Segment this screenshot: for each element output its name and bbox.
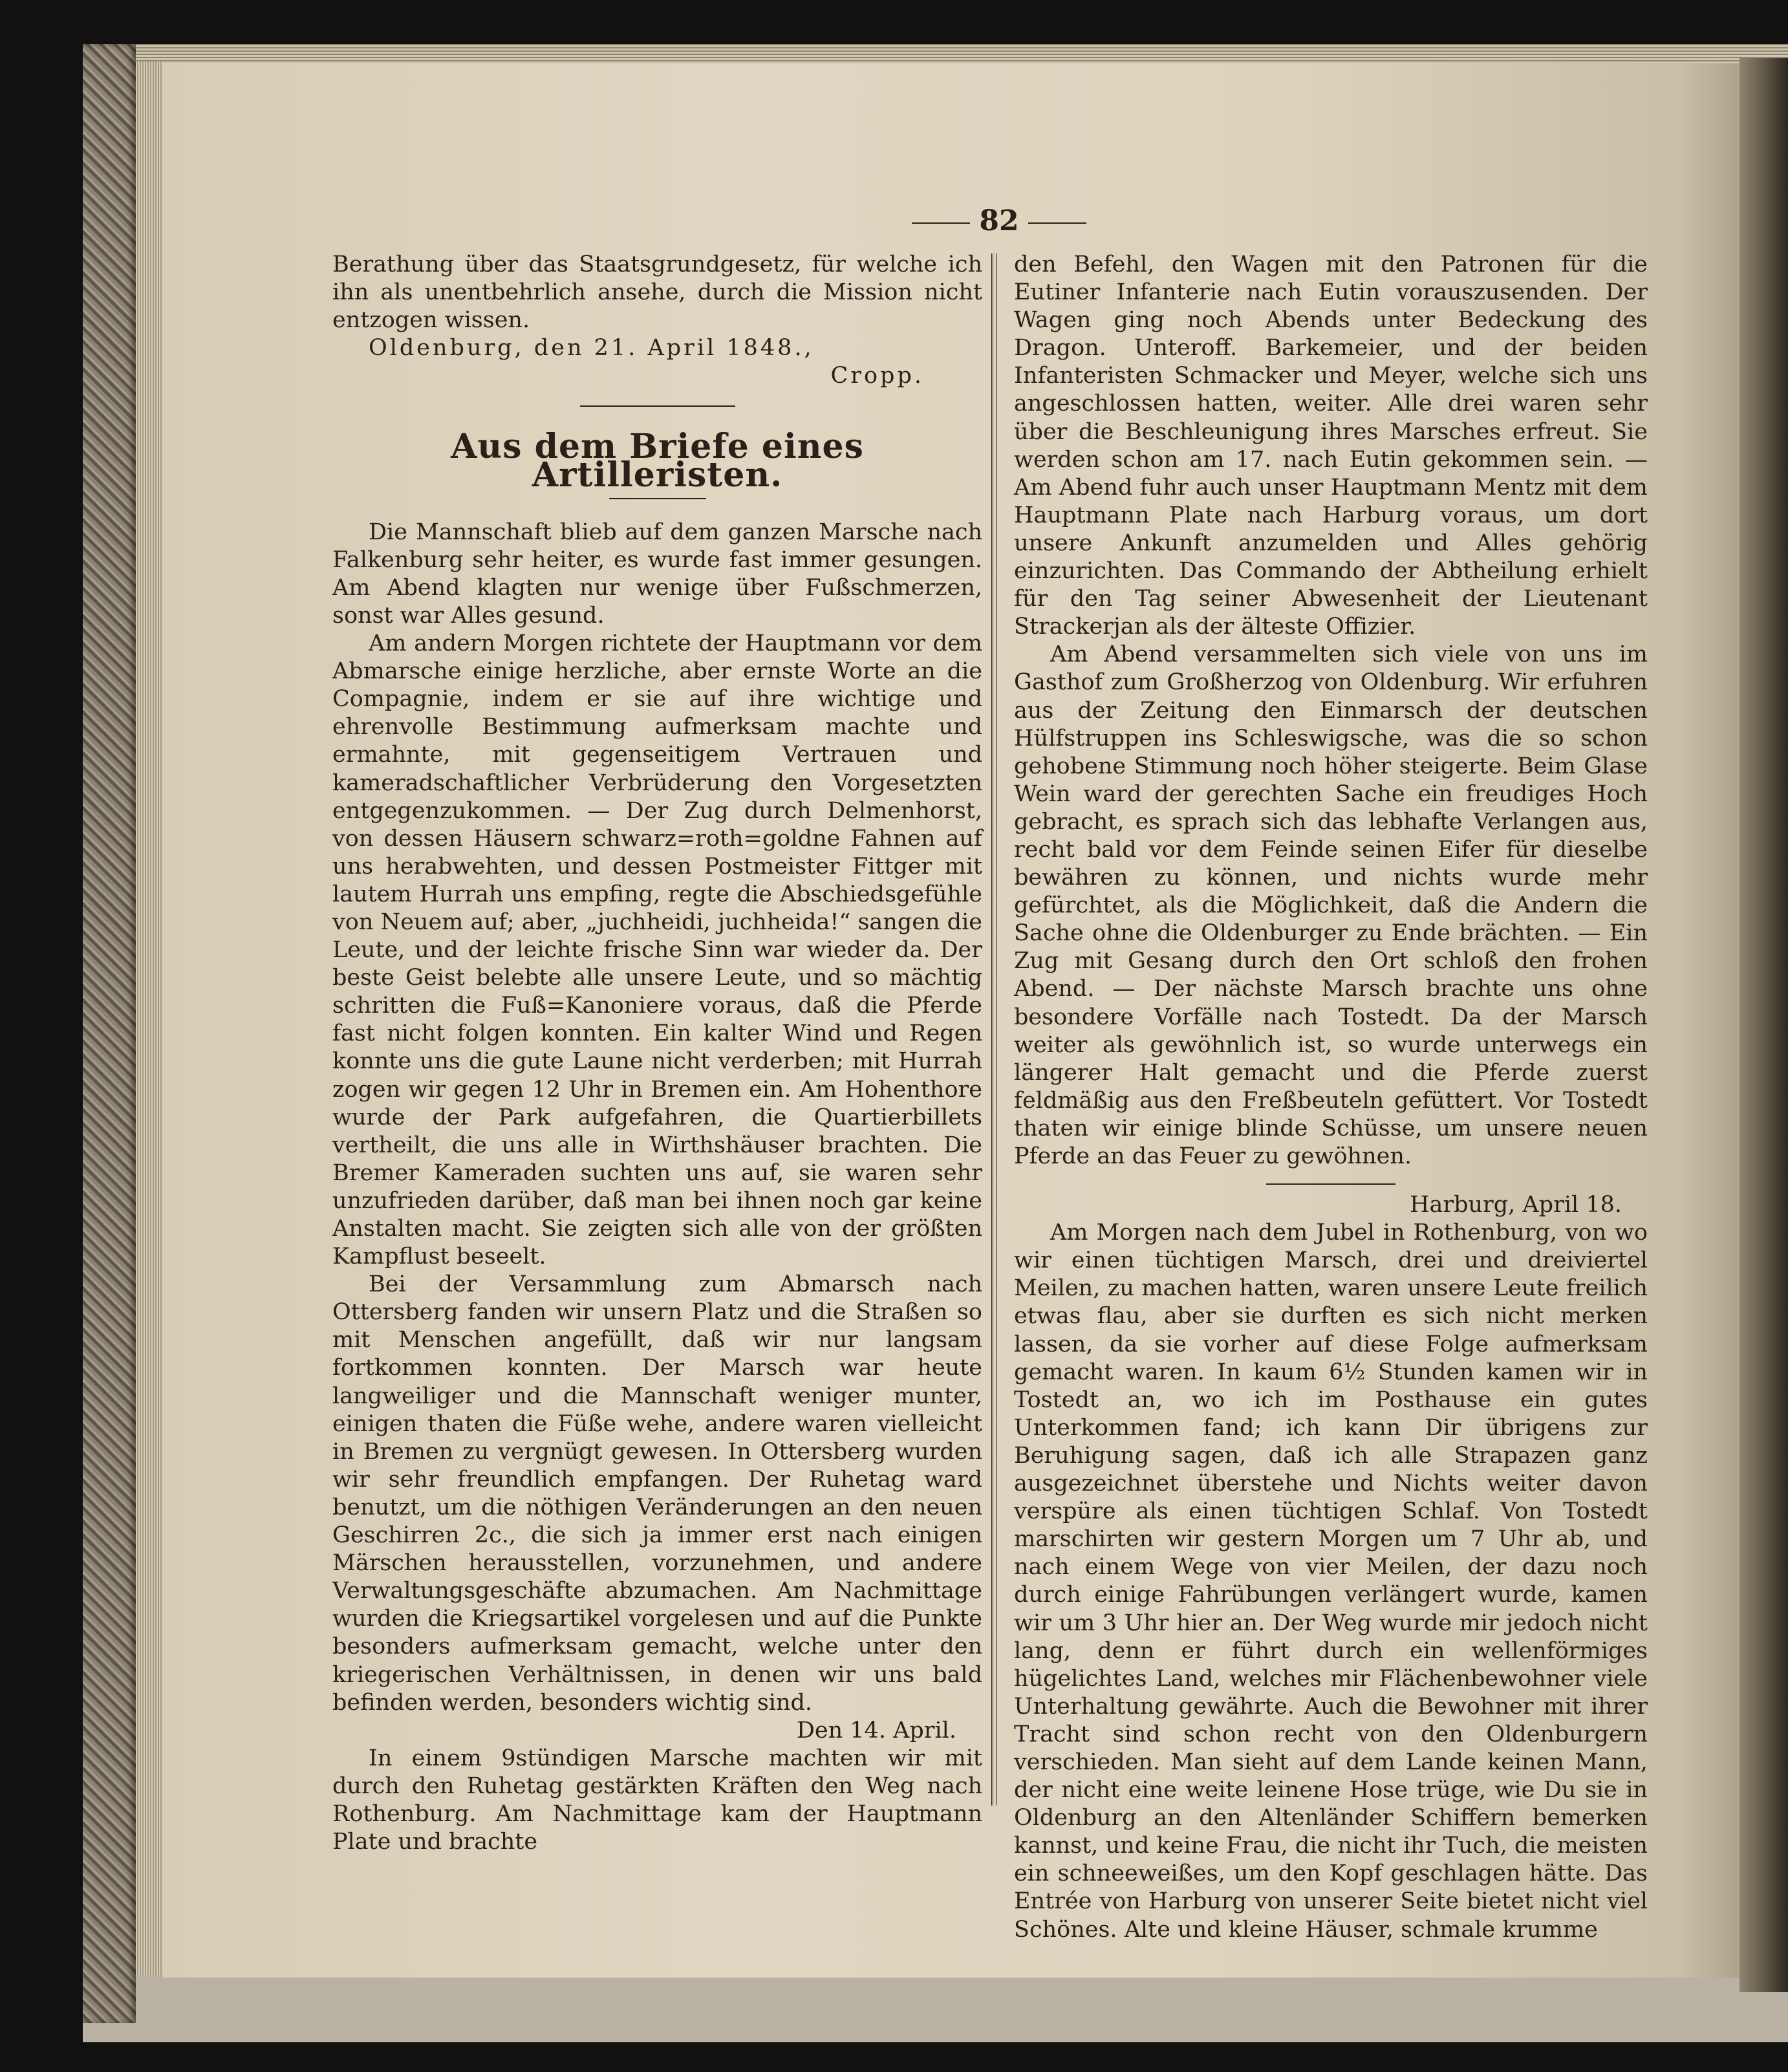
header-rule-right <box>1028 222 1086 224</box>
article-paragraph: den Befehl, den Wagen mit den Patronen für die Eutiner Infanterie nach Eutin vorauszusenden. Der Wagen ging noch Abends unter Bedeckung des Dragon. Unteroff. Barkemeier, und der beiden Infanteristen Schmacker und Meyer, welche sich uns angeschlossen hatten, weiter. Alle drei waren sehr über die Beschleunigung ihres Marsches erfreut. Sie werden schon am 17. nach Eutin gekommen sein. — Am Abend fuhr auch unser Hauptmann Mentz mit dem Hauptmann Plate nach Harburg voraus, um dort unsere Ankunft anzumelden und Alles gehörig einzurichten. Das Commando der Abtheilung erhielt für den Tag seiner Abwesenheit der Lieutenant Strackerjan als der älteste Offizier. <box>1014 252 1648 640</box>
page-stack-top-edge <box>136 44 1788 63</box>
page-number: 82 <box>979 204 1019 237</box>
signature: Cropp. <box>830 363 924 389</box>
column-divider <box>991 254 996 1806</box>
intro-paragraph: Berathung über das Staatsgrundgesetz, für welche ich ihn als unentbehrlich ansehe, durch die Mission nicht entzogen wissen. <box>332 252 982 334</box>
article-paragraph: Die Mannschaft blieb auf dem ganzen Marsche nach Falkenburg sehr heiter, es wurde fast immer gesungen. Am Abend klagten nur wenige über Fußschmerzen, sonst war Alles gesund. <box>332 519 982 629</box>
article-paragraph: Am Abend versammelten sich viele von uns im Gasthof zum Großherzog von Oldenburg. Wir erfuhren aus der Zeitung den Einmarsch der deutschen Hülfstruppen ins Schleswigsche, was die so schon gehobene Stimmung noch höher steigerte. Beim Glase Wein ward der gerechten Sache ein freudiges Hoch gebracht, es sprach sich das lebhafte Verlangen aus, recht bald vor dem Feinde seinen Eifer für dieselbe bewähren zu können, und nichts wurde mehr gefürchtet, als die Möglichkeit, daß die Andern die Sache ohne die Oldenburger zu Ende brächten. — Ein Zug mit Gesang durch den Ort schloß den frohen Abend. — Der nächste Marsch brachte uns ohne besondere Vorfälle nach Tostedt. Da der Marsch weiter als gewöhnlich ist, so wurde unterwegs ein längerer Halt gemacht und die Pferde zuerst feldmäßig aus den Freßbeuteln gefüttert. Vor Tostedt thaten wir einige blinde Schüsse, um unsere neuen Pferde an das Feuer zu gewöhnen. <box>1014 642 1648 1169</box>
article-paragraph: Am Morgen nach dem Jubel in Rothenburg, von wo wir einen tüchtigen Marsch, drei und dreiviertel Meilen, zu machen hatten, waren unsere Leute freilich etwas flau, aber sie durften es sich nicht merken lassen, da sie vorher auf diese Folge aufmerksam gemacht waren. In kaum 6½ Stunden kamen wir in Tostedt an, wo ich im Posthause ein gutes Unterkommen fand; ich kann Dir übrigens zur Beruhigung sagen, daß ich alle Strapazen ganz ausgezeichnet überstehe und Nichts weiter davon verspüre als einen tüchtigen Schlaf. Von Tostedt marschirten wir gestern Morgen um 7 Uhr ab, und nach einem Wege von vier Meilen, der dazu noch durch einige Fahrübungen verlängert wurde, kamen wir um 3 Uhr hier an. Der Weg wurde mir jedoch nicht lang, denn er führt durch ein wellenförmiges hügelichtes Land, welches mir Flächenbewohner viele Unterhaltung gewährte. Auch die Bewohner mit ihrer Tracht sind schon recht von den Oldenburgern verschieden. Man sieht auf dem Lande keinen Mann, der nicht eine weite leinene Hose trüge, wie Du sie in Oldenburg an den Altenländer Schiffern bemerken kannst, und keine Frau, die nicht ihr Tuch, die meisten ein schneeweißes, um den Kopf geschlagen hätte. Das Entrée von Harburg von unserer Seite bietet nicht viel Schönes. Alte und kleine Häuser, schmale krumme <box>1014 1220 1648 1943</box>
page-number-header <box>886 204 1112 237</box>
article-paragraph: In einem 9stündigen Marsche machten wir mit durch den Ruhetag gestärkten Kräften den Weg nach Rothenburg. Am Nachmittage kam der Hauptmann Plate und brachte <box>332 1745 982 1855</box>
header-rule-left <box>912 222 970 224</box>
right-column <box>1014 251 1648 1944</box>
left-column <box>332 251 982 1856</box>
article-title: Aus dem Briefe eines Artilleristen. <box>451 427 864 495</box>
page-stack-left-edge <box>136 61 163 1976</box>
book-cover-edge <box>83 44 136 2023</box>
dateline-oldenburg: Oldenburg, den 21. April 1848., <box>369 335 814 362</box>
dateline-harburg: Harburg, April 18. <box>1409 1192 1622 1218</box>
article-paragraph: Am andern Morgen richtete der Hauptmann vor dem Abmarsche einige herzliche, aber ernste Worte an die Compagnie, indem er sie auf ihre wichtige und ehrenvolle Bestimmung aufmerksam machte und ermahnte, mit gegenseitigem Vertrauen und kameradschaftlicher Verbrüderung den Vorgesetzten entgegenzukommen. — Der Zug durch Delmenhorst, von dessen Häusern schwarz=roth=goldne Fahnen auf uns herabwehten, und dessen Postmeister Fittger mit lautem Hurrah uns empfing, regte die Abschiedsgefühle von Neuem auf; aber, „juchheidi, juchheida!“ sangen die Leute, und der leichte frische Sinn war wieder da. Der beste Geist belebte alle unsere Leute, und so mächtig schritten die Fuß=Kanoniere voraus, daß die Pferde fast nicht folgen konnten. Ein kalter Wind und Regen konnte uns die gute Laune nicht verderben; mit Hurrah zogen wir gegen 12 Uhr in Bremen ein. Am Hohenthore wurde der Park aufgefahren, die Quartierbillets vertheilt, die uns alle in Wirthshäuser brachten. Die Bremer Kameraden suchten uns auf, sie waren sehr unzufrieden darüber, daß man bei ihnen noch gar keine Anstalten macht. Sie zeigten sich alle von der größten Kampflust beseelt. <box>332 631 982 1270</box>
title-rule <box>609 498 706 499</box>
section-separator <box>580 405 735 407</box>
book-gutter <box>1740 58 1788 1992</box>
dateline-april-14: Den 14. April. <box>796 1717 956 1743</box>
article-paragraph: Bei der Versammlung zum Abmarsch nach Ottersberg fanden wir unsern Platz und die Straßen so mit Menschen angefüllt, daß wir nur langsam fortkommen konnten. Der Marsch war heute langweiliger und die Mannschaft weniger munter, einigen thaten die Füße wehe, andere waren vielleicht in Bremen zu vergnügt gewesen. In Ottersberg wurden wir sehr freundlich empfangen. Der Ruhetag ward benutzt, um die nöthigen Veränderungen an den neuen Geschirren 2c., die sich ja immer erst nach einigen Märschen herausstellen, vorzunehmen, und andere Verwaltungsgeschäfte abzumachen. Am Nachmittage wurden die Kriegsartikel vorgelesen und auf die Punkte besonders aufmerksam gemacht, welche unter den kriegerischen Verhältnissen, in denen wir uns bald befinden werden, besonders wichtig sind. <box>332 1271 982 1716</box>
section-separator <box>1266 1183 1395 1185</box>
